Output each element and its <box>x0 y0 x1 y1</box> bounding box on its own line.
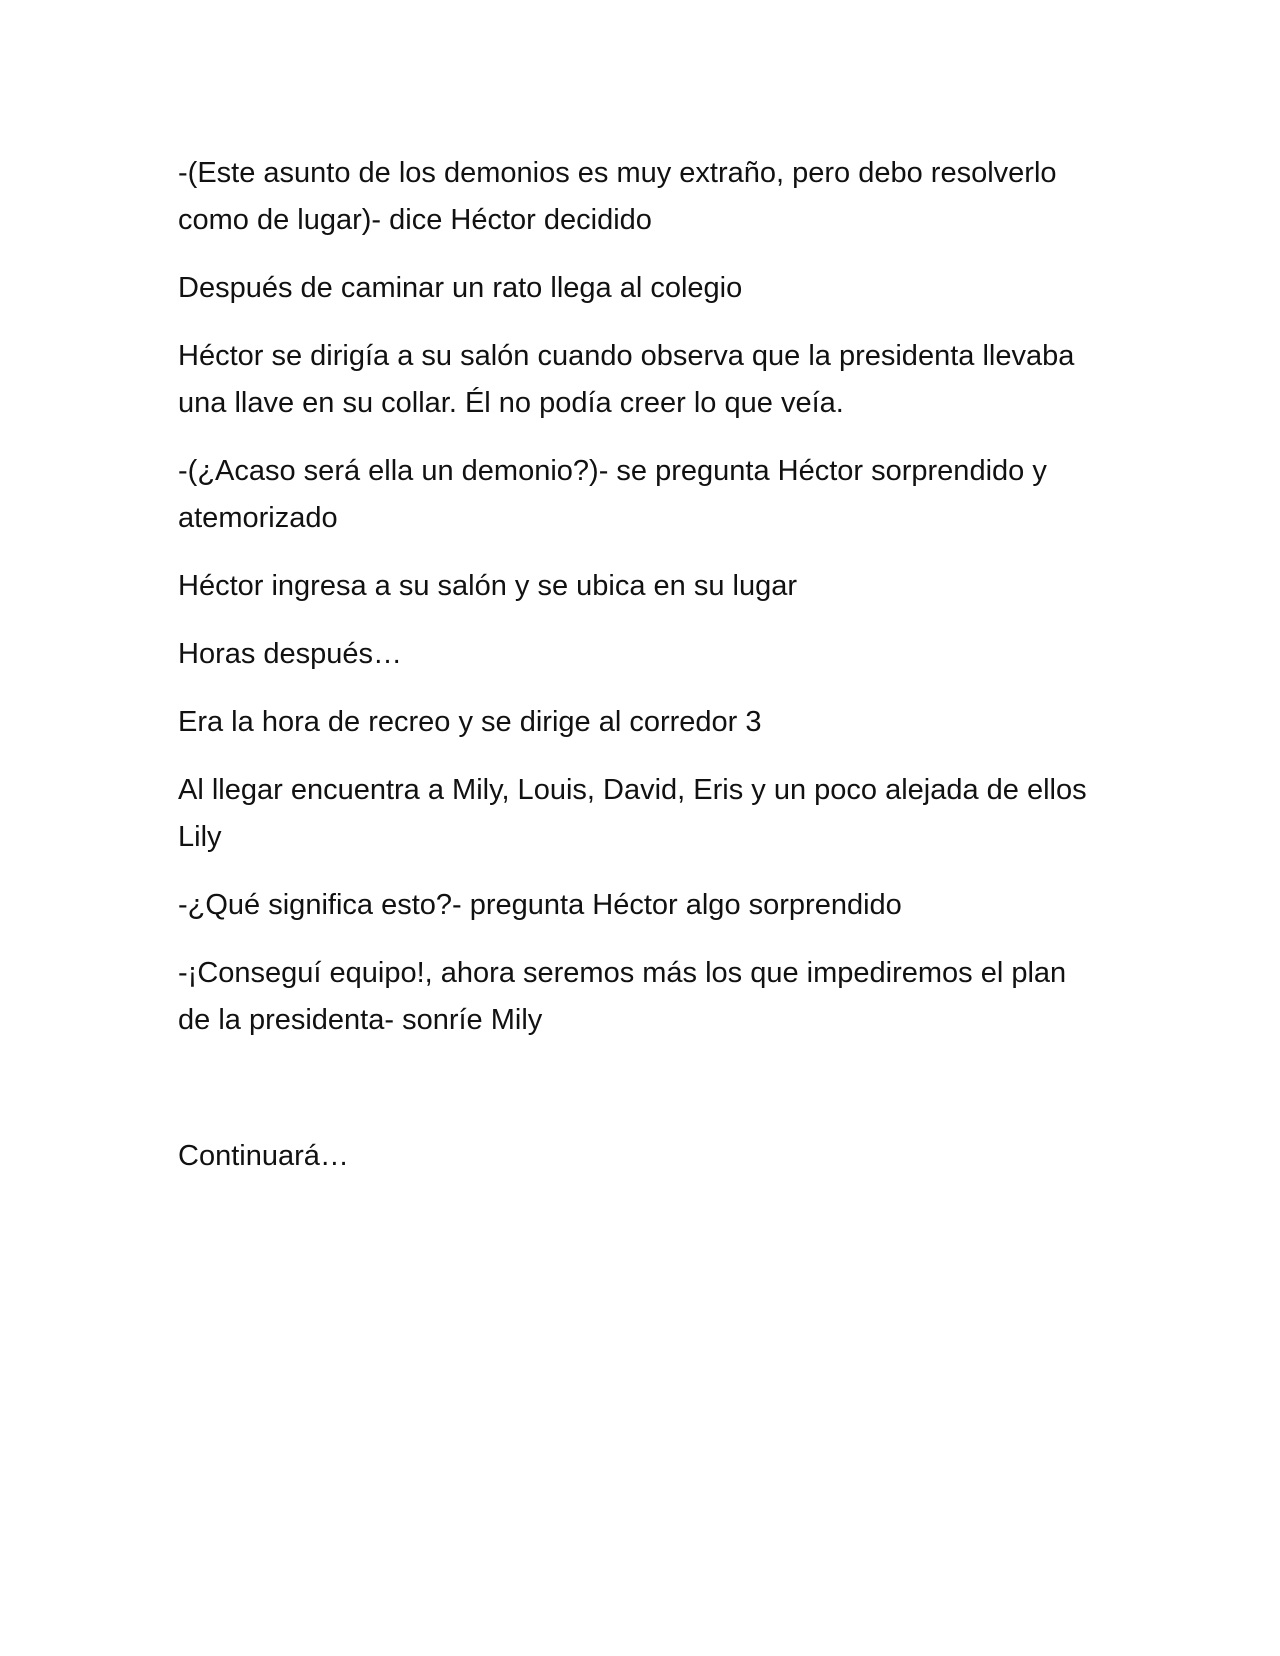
document-body <box>178 150 1098 1201</box>
blank-line <box>178 1065 1098 1112</box>
paragraph: Era la hora de recreo y se dirige al corredor 3 <box>178 706 762 738</box>
paragraph: Después de caminar un rato llega al colegio <box>178 272 743 304</box>
paragraph: -(Este asunto de los demonios es muy extraño, pero debo resolverlo como de lugar)- dice Héctor decidido <box>178 157 1065 236</box>
paragraph: Horas después… <box>178 638 403 670</box>
closing-line: Continuará… <box>178 1140 349 1172</box>
paragraph: -(¿Acaso será ella un demonio?)- se pregunta Héctor sorprendido y atemorizado <box>178 455 1055 534</box>
paragraph: Héctor se dirigía a su salón cuando observa que la presidenta llevaba una llave en su collar. Él no podía creer lo que veía. <box>178 340 1083 419</box>
paragraph: -¡Conseguí equipo!, ahora seremos más los que impediremos el plan de la presidenta- sonríe Mily <box>178 957 1075 1036</box>
paragraph: Al llegar encuentra a Mily, Louis, David, Eris y un poco alejada de ellos Lily <box>178 774 1095 853</box>
paragraph: -¿Qué significa esto?- pregunta Héctor algo sorprendido <box>178 889 902 921</box>
paragraph: Héctor ingresa a su salón y se ubica en su lugar <box>178 570 798 602</box>
